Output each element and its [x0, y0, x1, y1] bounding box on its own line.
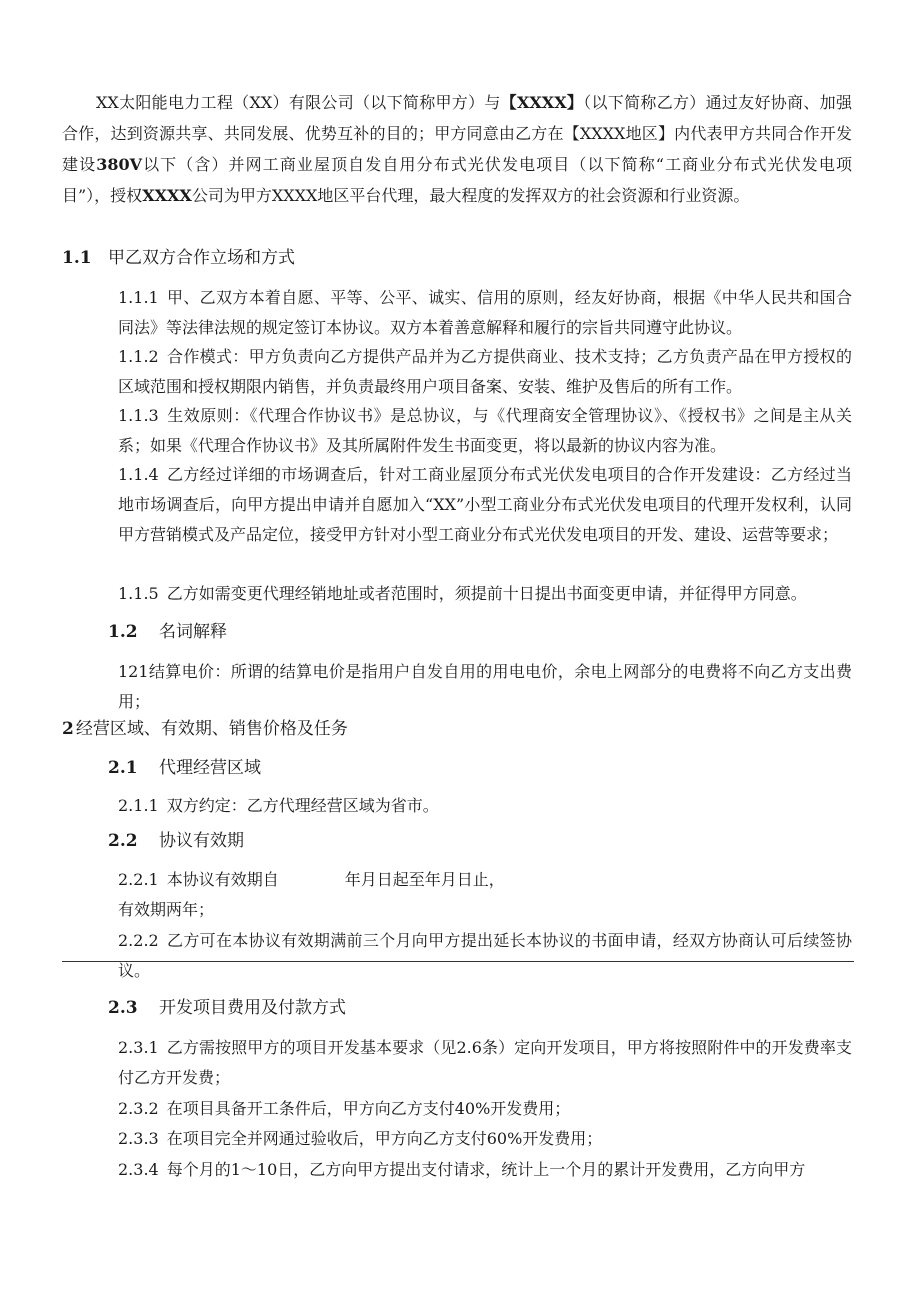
clause-number: 2.3.4 — [118, 1160, 159, 1179]
section-heading-2-1 — [108, 755, 261, 781]
intro-company: XXXX — [142, 186, 192, 205]
intro-text-3: 内代表甲方共同合作开发建设 — [62, 124, 852, 174]
clause-number: 2.3.3 — [118, 1129, 159, 1148]
clause-1-2-1 — [118, 657, 852, 717]
clause-number: 2.3.2 — [118, 1099, 159, 1118]
section-heading-2-3 — [108, 995, 346, 1021]
clause-1-1-5 — [118, 579, 852, 609]
clause-2-2-1-continued — [118, 895, 852, 925]
clause-text-end: 年月日起至年月日止， — [344, 870, 505, 889]
clause-2-1-1 — [118, 791, 852, 821]
clause-text: 双方约定：乙方代理经营区域为省市。 — [166, 796, 439, 815]
section-heading-2-2 — [108, 828, 244, 854]
section-number: 2.3 — [108, 998, 138, 1018]
clause-number: 1.1.5 — [118, 584, 159, 603]
clause-text: 在项目具备开工条件后，甲方向乙方支付40%开发费用； — [166, 1099, 571, 1118]
section-number: 2.1 — [108, 758, 138, 778]
clause-number: 2.3.1 — [118, 1038, 159, 1057]
intro-region: 【XXXX地区】 — [563, 124, 675, 143]
page-divider-line — [62, 961, 854, 962]
intro-party-b: 【XXXX】 — [500, 93, 584, 112]
section-number: 1.2 — [108, 622, 138, 642]
clause-text: 甲、乙双方本着自愿、平等、公平、诚实、信用的原则，经友好协商，根据《中华人民共和国合同法》等法律法规的规定签订本协议。双方本着善意解释和履行的宗旨共同遵守此协议。 — [118, 288, 852, 337]
clause-number: 1.1.1 — [118, 288, 159, 307]
section-title: 代理经营区域 — [159, 758, 261, 778]
clause-2-2-1 — [118, 865, 852, 895]
clause-text-start: 本协议有效期自 — [166, 870, 279, 889]
clause-text: 在项目完全并网通过验收后，甲方向乙方支付60%开发费用； — [166, 1129, 603, 1148]
clause-2-3-2 — [118, 1094, 852, 1124]
clause-number: 1.1.4 — [118, 465, 159, 484]
section-number: 2.2 — [108, 831, 138, 851]
clause-2-2-2 — [118, 926, 852, 986]
clause-2-3-4 — [118, 1155, 852, 1185]
intro-voltage: 380V — [96, 155, 142, 174]
clause-number: 2.1.1 — [118, 796, 159, 815]
section-heading-1-2 — [108, 619, 227, 645]
clause-text: 乙方如需变更代理经销地址或者范围时，须提前十日提出书面变更申请，并征得甲方同意。 — [166, 584, 807, 603]
intro-paragraph — [62, 87, 852, 211]
intro-text-4: 以下（含）并网工商业屋顶自发自用分布式光伏发电项目（以下简称“工商业分布式光伏发电项目”），授权 — [62, 155, 852, 205]
section-number: 2 — [62, 719, 74, 739]
clause-number: 2.2.1 — [118, 870, 159, 889]
section-heading-1-1 — [62, 245, 295, 271]
clause-1-1-4 — [118, 460, 852, 550]
section-title: 名词解释 — [159, 622, 227, 642]
clause-text: 每个月的1～10日，乙方向甲方提出支付请求，统计上一个月的累计开发费用，乙方向甲方 — [166, 1160, 806, 1179]
clause-number: 1.1.2 — [118, 347, 159, 366]
clause-text: 乙方可在本协议有效期满前三个月向甲方提出延长本协议的书面申请，经双方协商认可后续签协议。 — [118, 931, 852, 980]
intro-text-2: （以下简称乙方）通过友好协商、加强合作，达到资源共享、共同发展、优势互补的目的；甲方同意由乙方在 — [62, 93, 852, 143]
intro-text-5: 公司为甲方XXXX地区平台代理，最大程度的发挥双方的社会资源和行业资源。 — [191, 186, 750, 205]
section-title: 经营区域、有效期、销售价格及任务 — [75, 719, 348, 739]
clause-1-1-1 — [118, 283, 852, 343]
clause-text: 合作模式：甲方负责向乙方提供产品并为乙方提供商业、技术支持；乙方负责产品在甲方授权的区域范围和授权期限内销售，并负责最终用户项目备案、安装、维护及售后的所有工作。 — [118, 347, 852, 396]
clause-text: 乙方需按照甲方的项目开发基本要求（见2.6条）定向开发项目，甲方将按照附件中的开发费率支付乙方开发费； — [118, 1038, 852, 1087]
clause-number: 1.1.3 — [118, 406, 159, 425]
section-title: 甲乙双方合作立场和方式 — [108, 248, 295, 268]
clause-text: 121结算电价：所谓的结算电价是指用户自发自用的用电电价，余电上网部分的电费将不向乙方支出费用； — [118, 662, 852, 711]
clause-text: 乙方经过详细的市场调查后，针对工商业屋顶分布式光伏发电项目的合作开发建设：乙方经过当地市场调查后，向甲方提出申请并自愿加入“XX”小型工商业分布式光伏发电项目的代理开发权利，认同甲方营销模式及产品定位，接受甲方针对小型工商业分布式光伏发电项目的开发、建设、运营等要求； — [118, 465, 852, 544]
section-title: 开发项目费用及付款方式 — [159, 998, 346, 1018]
section-heading-2 — [62, 716, 348, 742]
clause-number: 2.2.2 — [118, 931, 159, 950]
clause-1-1-3 — [118, 401, 852, 461]
section-title: 协议有效期 — [159, 831, 244, 851]
clause-text: 生效原则：《代理合作协议书》是总协议，与《代理商安全管理协议》、《授权书》之间是主从关系；如果《代理合作协议书》及其所属附件发生书面变更，将以最新的协议内容为准。 — [118, 406, 852, 455]
clause-1-1-2 — [118, 342, 852, 402]
clause-text-continued: 有效期两年； — [118, 900, 215, 919]
intro-text-1: XX太阳能电力工程（XX）有限公司（以下简称甲方）与 — [96, 93, 501, 112]
clause-2-3-1 — [118, 1033, 852, 1093]
clause-2-3-3 — [118, 1124, 852, 1154]
section-number: 1.1 — [62, 248, 92, 268]
